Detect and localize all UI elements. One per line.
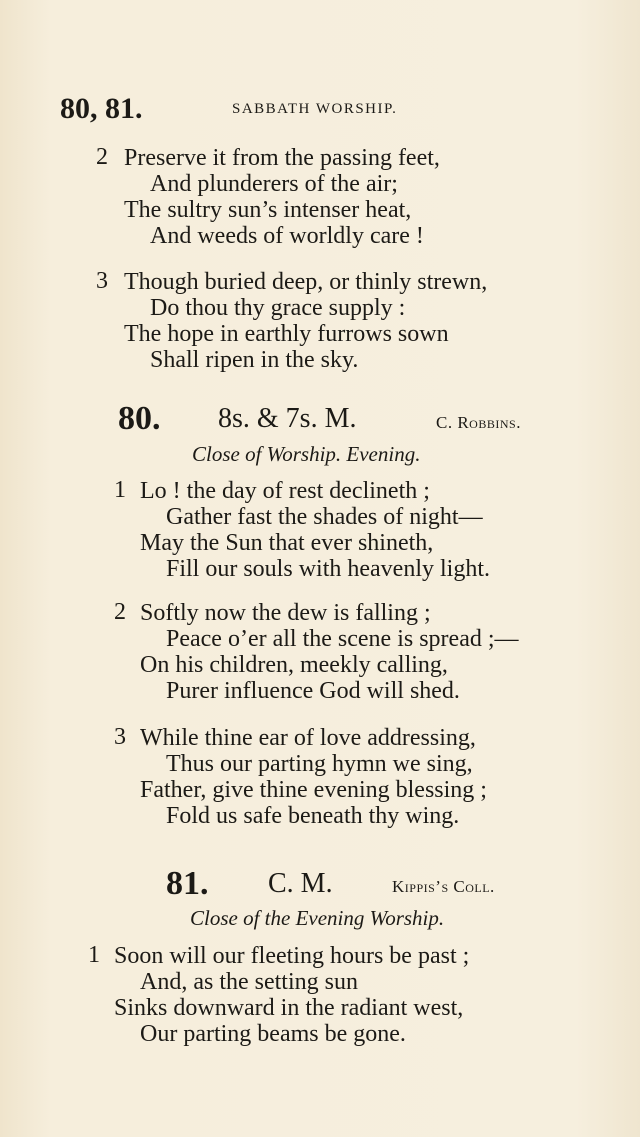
verse-line: Softly now the dew is falling ;	[140, 600, 431, 626]
running-title: SABBATH WORSHIP.	[232, 101, 398, 117]
verse-line: Soon will our fleeting hours be past ;	[114, 943, 470, 969]
verse-line: Though buried deep, or thinly strewn,	[124, 269, 488, 295]
verse-number: 2	[96, 144, 108, 170]
verse-line: The hope in earthly furrows sown	[124, 321, 449, 347]
verse-line: Fill our souls with heavenly light.	[166, 556, 490, 582]
hymn-number: 81.	[166, 865, 209, 902]
hymn-number: 80.	[118, 400, 161, 437]
verse-line: While thine ear of love addressing,	[140, 725, 476, 751]
verse-line: Shall ripen in the sky.	[150, 347, 359, 373]
hymn-author: C. Robbins.	[436, 413, 521, 432]
hymn-author: Kippis’s Coll.	[392, 877, 495, 896]
verse-line: Our parting beams be gone.	[140, 1021, 406, 1047]
hymn-meter: C. M.	[268, 868, 333, 899]
verse-line: Gather fast the shades of night—	[166, 504, 483, 530]
verse-number: 3	[114, 724, 126, 750]
verse-line: The sultry sun’s intenser heat,	[124, 197, 412, 223]
verse-line: Father, give thine evening blessing ;	[140, 777, 487, 803]
verse-number: 1	[114, 477, 126, 503]
hymn-meter: 8s. & 7s. M.	[218, 403, 357, 434]
hymn-subtitle: Close of Worship. Evening.	[192, 442, 421, 466]
verse-line: On his children, meekly calling,	[140, 652, 448, 678]
verse-line: Fold us safe beneath thy wing.	[166, 803, 460, 829]
verse-line: Peace o’er all the scene is spread ;—	[166, 626, 519, 652]
verse-line: Do thou thy grace supply :	[150, 295, 406, 321]
verse-line: Purer influence God will shed.	[166, 678, 460, 704]
verse-number: 3	[96, 268, 108, 294]
verse-line: Preserve it from the passing feet,	[124, 145, 440, 171]
verse-number: 1	[88, 942, 100, 968]
page-numbers: 80, 81.	[60, 92, 143, 125]
verse-line: And plunderers of the air;	[150, 171, 398, 197]
verse-line: And weeds of worldly care !	[150, 223, 424, 249]
verse-number: 2	[114, 599, 126, 625]
verse-line: And, as the setting sun	[140, 969, 358, 995]
hymn-subtitle: Close of the Evening Worship.	[190, 906, 445, 930]
verse-line: May the Sun that ever shineth,	[140, 530, 434, 556]
verse-line: Thus our parting hymn we sing,	[166, 751, 473, 777]
verse-line: Lo ! the day of rest declineth ;	[140, 478, 430, 504]
verse-line: Sinks downward in the radiant west,	[114, 995, 464, 1021]
